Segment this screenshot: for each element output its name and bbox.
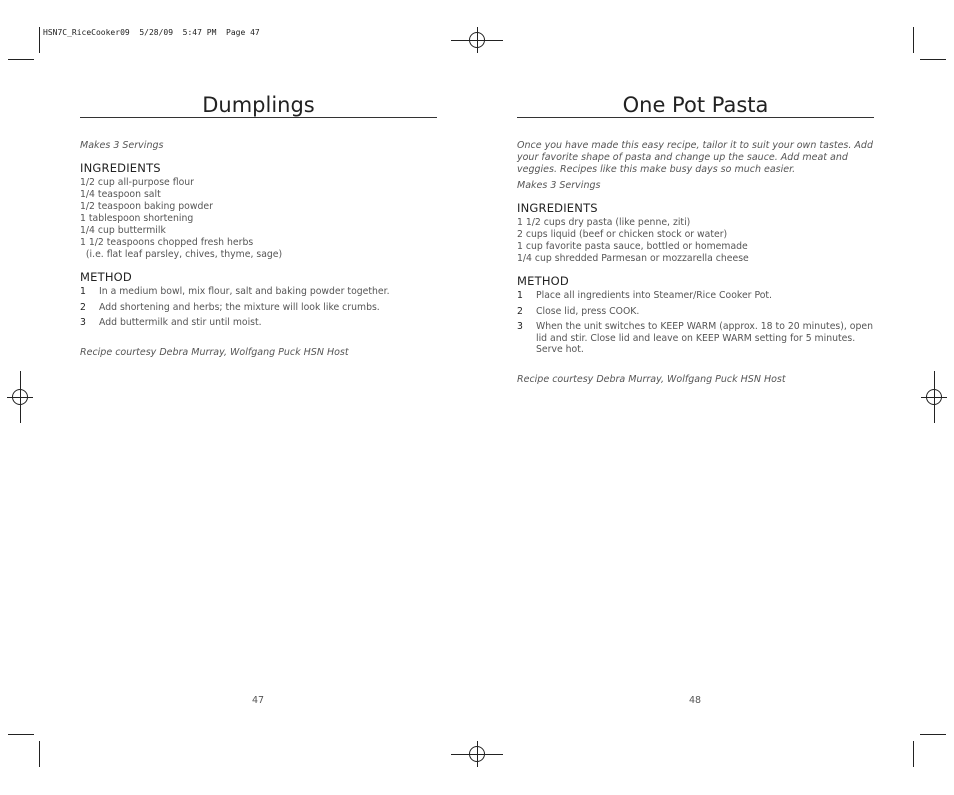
method-step — [80, 317, 437, 329]
page-number: 47 — [252, 695, 265, 706]
registration-circle — [12, 389, 28, 405]
method-step — [517, 306, 874, 318]
crop-mark — [8, 734, 34, 735]
step-number: 3 — [80, 317, 86, 328]
recipe-credit: Recipe courtesy Debra Murray, Wolfgang Puck HSN Host — [80, 346, 349, 358]
ingredient-item: 1 cup favorite pasta sauce, bottled or homemade — [517, 241, 748, 252]
ingredient-item: 1/2 teaspoon baking powder — [80, 201, 213, 212]
step-number: 3 — [517, 321, 523, 332]
ingredient-item: 1 tablespoon shortening — [80, 213, 194, 224]
method-list — [80, 286, 437, 329]
registration-circle — [926, 389, 942, 405]
ingredient-item: 1/4 cup buttermilk — [80, 225, 166, 236]
recipe-credit: Recipe courtesy Debra Murray, Wolfgang Puck HSN Host — [517, 373, 786, 385]
ingredient-item: 2 cups liquid (beef or chicken stock or water) — [517, 229, 728, 240]
ingredients-heading: INGREDIENTS — [517, 201, 598, 215]
recipe-page-dumplings — [80, 93, 437, 359]
recipe-title: One Pot Pasta — [517, 93, 874, 118]
page-number: 48 — [689, 695, 702, 706]
step-text: Add shortening and herbs; the mixture will look like crumbs. — [99, 301, 380, 313]
method-step — [517, 321, 874, 356]
registration-circle — [469, 32, 485, 48]
ingredient-item: 1/4 cup shredded Parmesan or mozzarella cheese — [517, 253, 749, 264]
print-slug: HSN7C_RiceCooker09 5/28/09 5:47 PM Page 47 — [43, 28, 260, 37]
step-text: Place all ingredients into Steamer/Rice Cooker Pot. — [536, 290, 773, 301]
registration-circle — [469, 746, 485, 762]
method-list — [517, 290, 874, 356]
servings-note: Makes 3 Servings — [517, 180, 601, 191]
step-number: 1 — [517, 290, 523, 301]
step-text: In a medium bowl, mix flour, salt and baking powder together. — [99, 286, 390, 297]
step-number: 1 — [80, 286, 86, 297]
ingredients-heading: INGREDIENTS — [80, 161, 161, 175]
ingredient-item: 1 1/2 teaspoons chopped fresh herbs — [80, 237, 254, 248]
crop-mark — [39, 741, 40, 767]
crop-mark — [920, 59, 946, 60]
step-number: 2 — [517, 305, 523, 317]
ingredient-item: 1/4 teaspoon salt — [80, 189, 161, 200]
method-step — [517, 290, 874, 302]
crop-mark — [39, 27, 40, 53]
recipe-intro: Once you have made this easy recipe, tailor it to suit your own tastes. Add your favorite shape of pasta and change up the sauce. Add meat and veggies. Recipes like this make busy days so much easier. — [517, 140, 873, 175]
servings-note: Makes 3 Servings — [80, 140, 164, 151]
recipe-page-one-pot-pasta — [517, 93, 874, 386]
step-text: Add buttermilk and stir until moist. — [99, 317, 262, 328]
step-text: When the unit switches to KEEP WARM (approx. 18 to 20 minutes), open lid and stir. Close lid and leave on KEEP WARM setting for 5 minutes. Serve hot. — [536, 321, 873, 355]
method-heading: METHOD — [80, 270, 132, 284]
method-step — [80, 302, 437, 314]
ingredient-item: 1 1/2 cups dry pasta (like penne, ziti) — [517, 217, 691, 228]
step-number: 2 — [80, 301, 86, 313]
crop-mark — [8, 59, 34, 60]
ingredients-list — [517, 217, 874, 265]
method-step — [80, 286, 437, 298]
ingredients-list — [80, 177, 437, 261]
step-text: Close lid, press COOK. — [536, 305, 640, 317]
recipe-title: Dumplings — [80, 93, 437, 118]
ingredient-item: 1/2 cup all-purpose flour — [80, 177, 194, 188]
crop-mark — [913, 741, 914, 767]
ingredient-item: (i.e. flat leaf parsley, chives, thyme, sage) — [80, 249, 283, 260]
method-heading: METHOD — [517, 274, 569, 288]
crop-mark — [920, 734, 946, 735]
crop-mark — [913, 27, 914, 53]
